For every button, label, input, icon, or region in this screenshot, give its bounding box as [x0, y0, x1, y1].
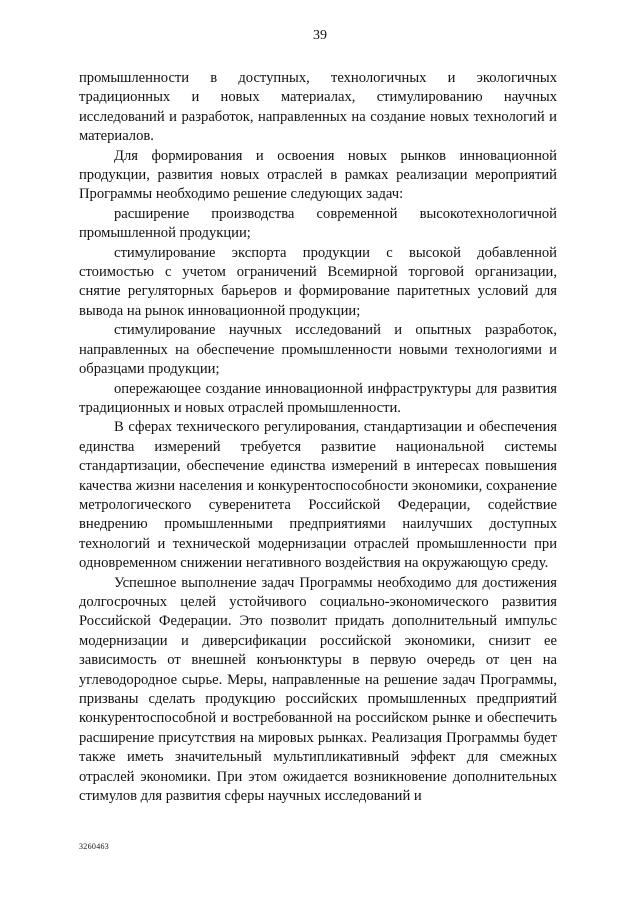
document-body — [79, 69, 557, 806]
paragraph-3: расширение производства современной высокотехнологичной промышленной продукции; — [79, 205, 557, 242]
document-code: 3260463 — [79, 842, 110, 851]
paragraph-1: промышленности в доступных, технологичных и экологичных традиционных и новых материалах, стимулированию научных исследований и разработок, направленных на создание новых технологий и материалов. — [79, 70, 557, 145]
paragraph-8: Успешное выполнение задач Программы необходимо для достижения долгосрочных целей устойчивого социально-экономического развития Российской Федерации. Это позволит придать дополнительный импульс модернизации и диверсификации российской экономики, снизит ее зависимость от внешней конъюнктуры в первую очередь от цен на углеводородное сырье. Меры, направленные на решение задач Программы, призваны сделать продукцию российских промышленных предприятий конкурентоспособной и востребованной на российском рынке и обеспечить расширение присутствия на мировых рынках. Реализация Программы будет также иметь значительный мультипликативный эффект для смежных отраслей экономики. При этом ожидается возникновение дополнительных стимулов для развития сферы научных исследований и — [79, 574, 557, 805]
paragraph-5: стимулирование научных исследований и опытных разработок, направленных на обеспечение промышленности новыми технологиями и образцами продукции; — [79, 322, 557, 378]
paragraph-4: стимулирование экспорта продукции с высокой добавленной стоимостью с учетом ограничений Всемирной торговой организации, снятие регуляторных барьеров и формирование паритетных условий для вывода на рынок инновационной продукции; — [79, 244, 557, 319]
paragraph-2: Для формирования и освоения новых рынков инновационной продукции, развития новых отраслей в рамках реализации мероприятий Программы необходимо решение следующих задач: — [79, 147, 557, 203]
paragraph-6: опережающее создание инновационной инфраструктуры для развития традиционных и новых отраслей промышленности. — [79, 380, 557, 416]
page-number: 39 — [313, 28, 327, 43]
paragraph-7: В сферах технического регулирования, стандартизации и обеспечения единства измерений требуется развитие национальной системы стандартизации, обеспечение единства измерений в интересах повышения качества жизни населения и конкурентоспособности экономики, сохранение метрологического суверенитета Российской Федерации, содействие внедрению промышленными предприятиями наилучших доступных технологий и технической модернизации отраслей промышленности при одновременном снижении негативного воздействия на окружающую среду. — [79, 419, 557, 572]
